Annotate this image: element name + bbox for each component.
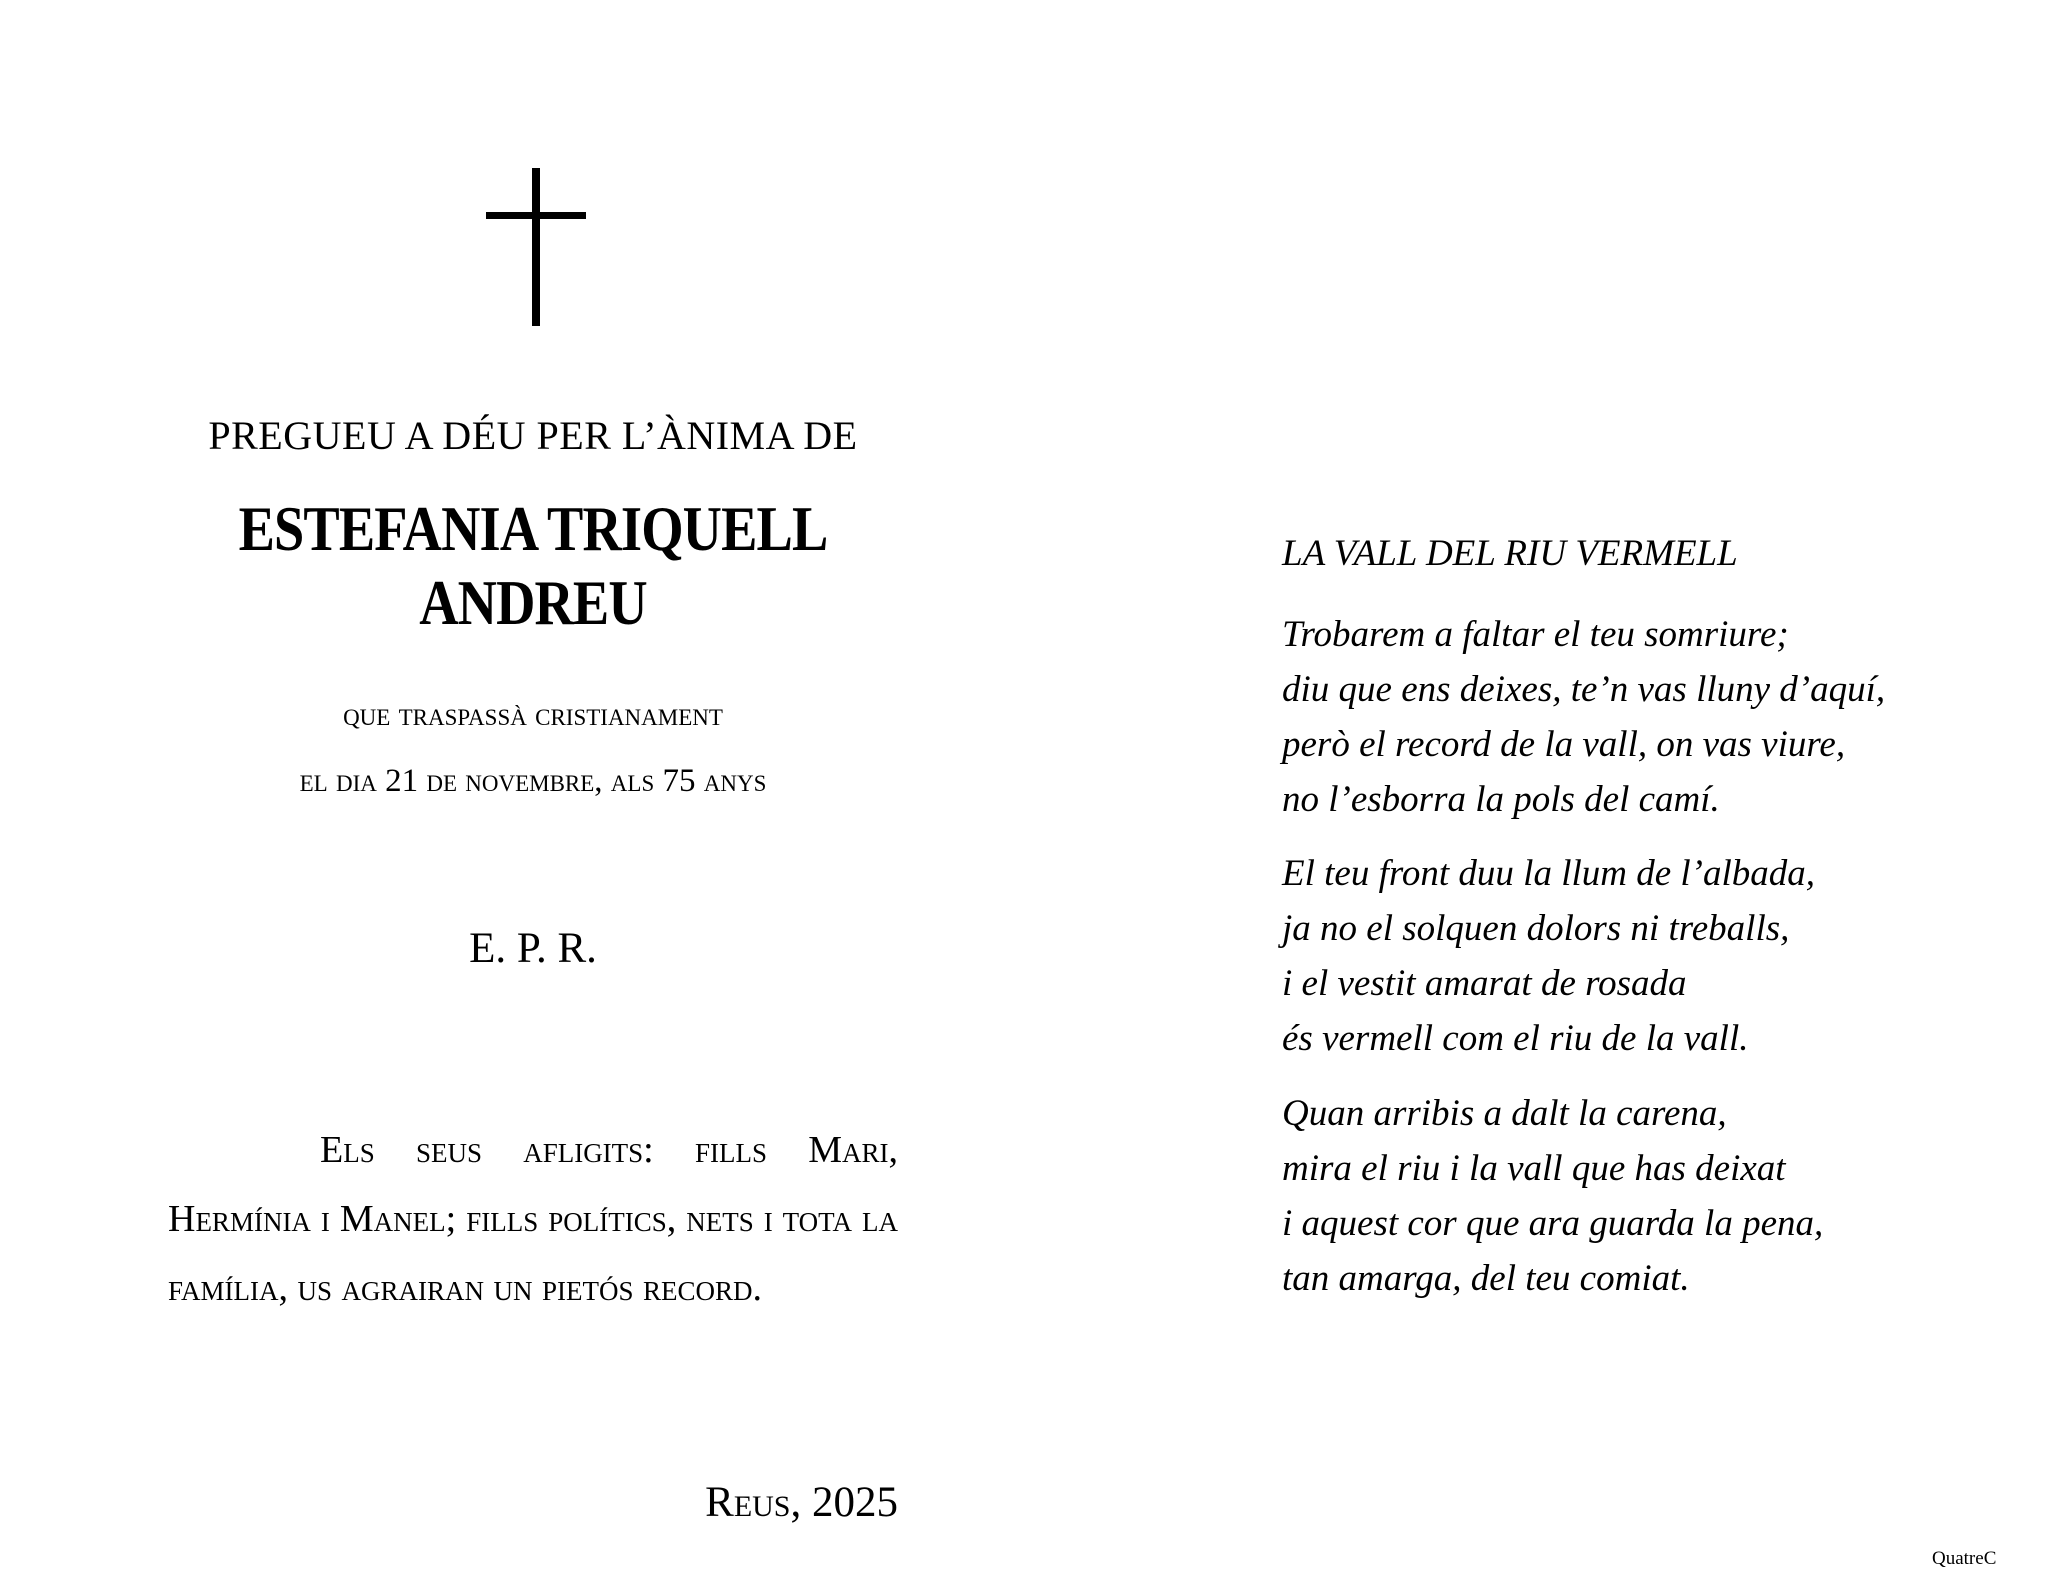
poem-line: no l’esborra la pols del camí.: [1282, 779, 1720, 820]
poem-line: Trobarem a faltar el teu somriure;: [1282, 614, 1789, 655]
deceased-name: ESTEFANIA TRIQUELL ANDREU: [238, 493, 828, 638]
printer-credit: QuatreC: [1932, 1548, 1997, 1569]
passing-info: [168, 682, 898, 814]
poem-line: i el vestit amarat de rosada: [1282, 963, 1687, 1004]
prayer-line: PREGUEU A DÉU PER L’ÀNIMA DE: [208, 413, 858, 458]
epr-text: E. P. R.: [469, 925, 597, 972]
poem-line: tan amarga, del teu comiat.: [1282, 1258, 1690, 1299]
poem-line: i aquest cor que ara guarda la pena,: [1282, 1203, 1824, 1244]
poem-title: LA VALL DEL RIU VERMELL: [1282, 533, 1738, 574]
left-panel: [168, 0, 898, 1594]
poem-panel: [1282, 0, 1982, 1594]
place-date: Reus, 2025: [705, 1479, 898, 1526]
cross-icon: [486, 168, 586, 326]
poem-stanza: [1282, 1086, 1823, 1306]
poem-line: diu que ens deixes, te’n vas lluny d’aquí,: [1282, 669, 1886, 710]
poem-line: mira el riu i la vall que has deixat: [1282, 1148, 1786, 1189]
passing-line: que traspassà cristianament: [343, 697, 723, 733]
poem-line: Quan arribis a dalt la carena,: [1282, 1093, 1727, 1134]
poem-line: ja no el solquen dolors ni treballs,: [1282, 908, 1790, 949]
mourners-text: Els seus afligits: fills Mari, Hermínia i Manel; fills polítics, nets i tota la família, us agrairan un pietós record.: [168, 1129, 898, 1309]
poem-line: però el record de la vall, on vas viure,: [1282, 724, 1846, 765]
passing-line: el dia 21 de novembre, als 75 anys: [299, 763, 767, 799]
poem-stanza: [1282, 607, 1885, 827]
poem-stanza: [1282, 846, 1815, 1066]
poem-line: El teu front duu la llum de l’albada,: [1282, 853, 1816, 894]
poem-line: és vermell com el riu de la vall.: [1282, 1018, 1749, 1059]
